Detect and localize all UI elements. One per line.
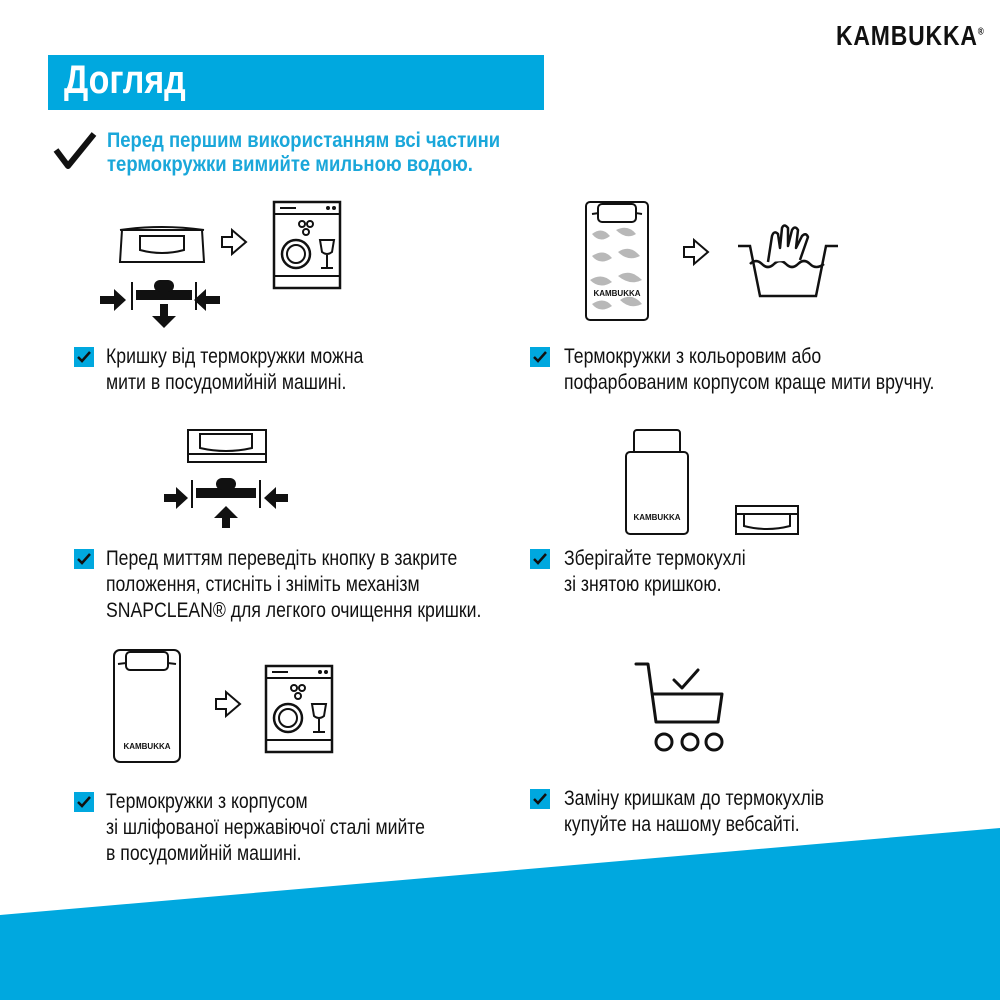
snapclean-illustration: [164, 428, 294, 530]
checkbox-icon: [74, 347, 94, 367]
dishwasher-icon: [264, 664, 336, 756]
caption-snapclean: Перед миттям переведіть кнопку в закрите положення, стисніть і зніміть механізм SNAPCLEAN® для легкого очищення кришки.: [106, 547, 482, 622]
steel-bottle-illustration: [112, 648, 184, 766]
caption-steel-dishwasher: Термокружки з корпусом зі шліфованої нержавіючої сталі мийте в посудомийній машині.: [106, 790, 426, 865]
dishwasher-icon: [272, 200, 344, 292]
caption-storage: Зберігайте термокухлі зі знятою кришкою.: [564, 547, 746, 596]
checkbox-icon: [530, 789, 550, 809]
patterned-bottle-illustration: [584, 200, 650, 322]
arrow-right-icon: [220, 228, 248, 256]
storage-illustration: [622, 428, 802, 538]
checkbox-icon: [74, 792, 94, 812]
bottle-brand-label: KAMBUKKA: [633, 513, 681, 522]
checkmark-icon: [54, 132, 98, 172]
bottle-brand-label: KAMBUKKA: [593, 289, 641, 298]
caption-hand-wash: Термокружки з кольоровим або пофарбованим корпусом краще мити вручну.: [564, 345, 935, 394]
page-title: Догляд: [64, 58, 186, 102]
brand-logo: KAMBUKKA®: [836, 20, 985, 51]
shopping-cart-icon: [634, 658, 730, 758]
caption-lid-dishwasher: Кришку від термокружки можна мити в посудомийній машині.: [106, 345, 364, 394]
bottle-brand-label: KAMBUKKA: [123, 742, 171, 751]
hand-wash-icon: [736, 224, 840, 300]
checkbox-icon: [74, 549, 94, 569]
checkbox-icon: [530, 549, 550, 569]
intro-text: Перед першим використанням всі частини термокружки вимийте мильною водою.: [107, 129, 501, 176]
checkbox-icon: [530, 347, 550, 367]
caption-buy-lids: Заміну кришкам до термокухлів купуйте на нашому вебсайті.: [564, 787, 825, 836]
arrow-right-icon: [214, 690, 242, 718]
arrow-right-icon: [682, 238, 710, 266]
